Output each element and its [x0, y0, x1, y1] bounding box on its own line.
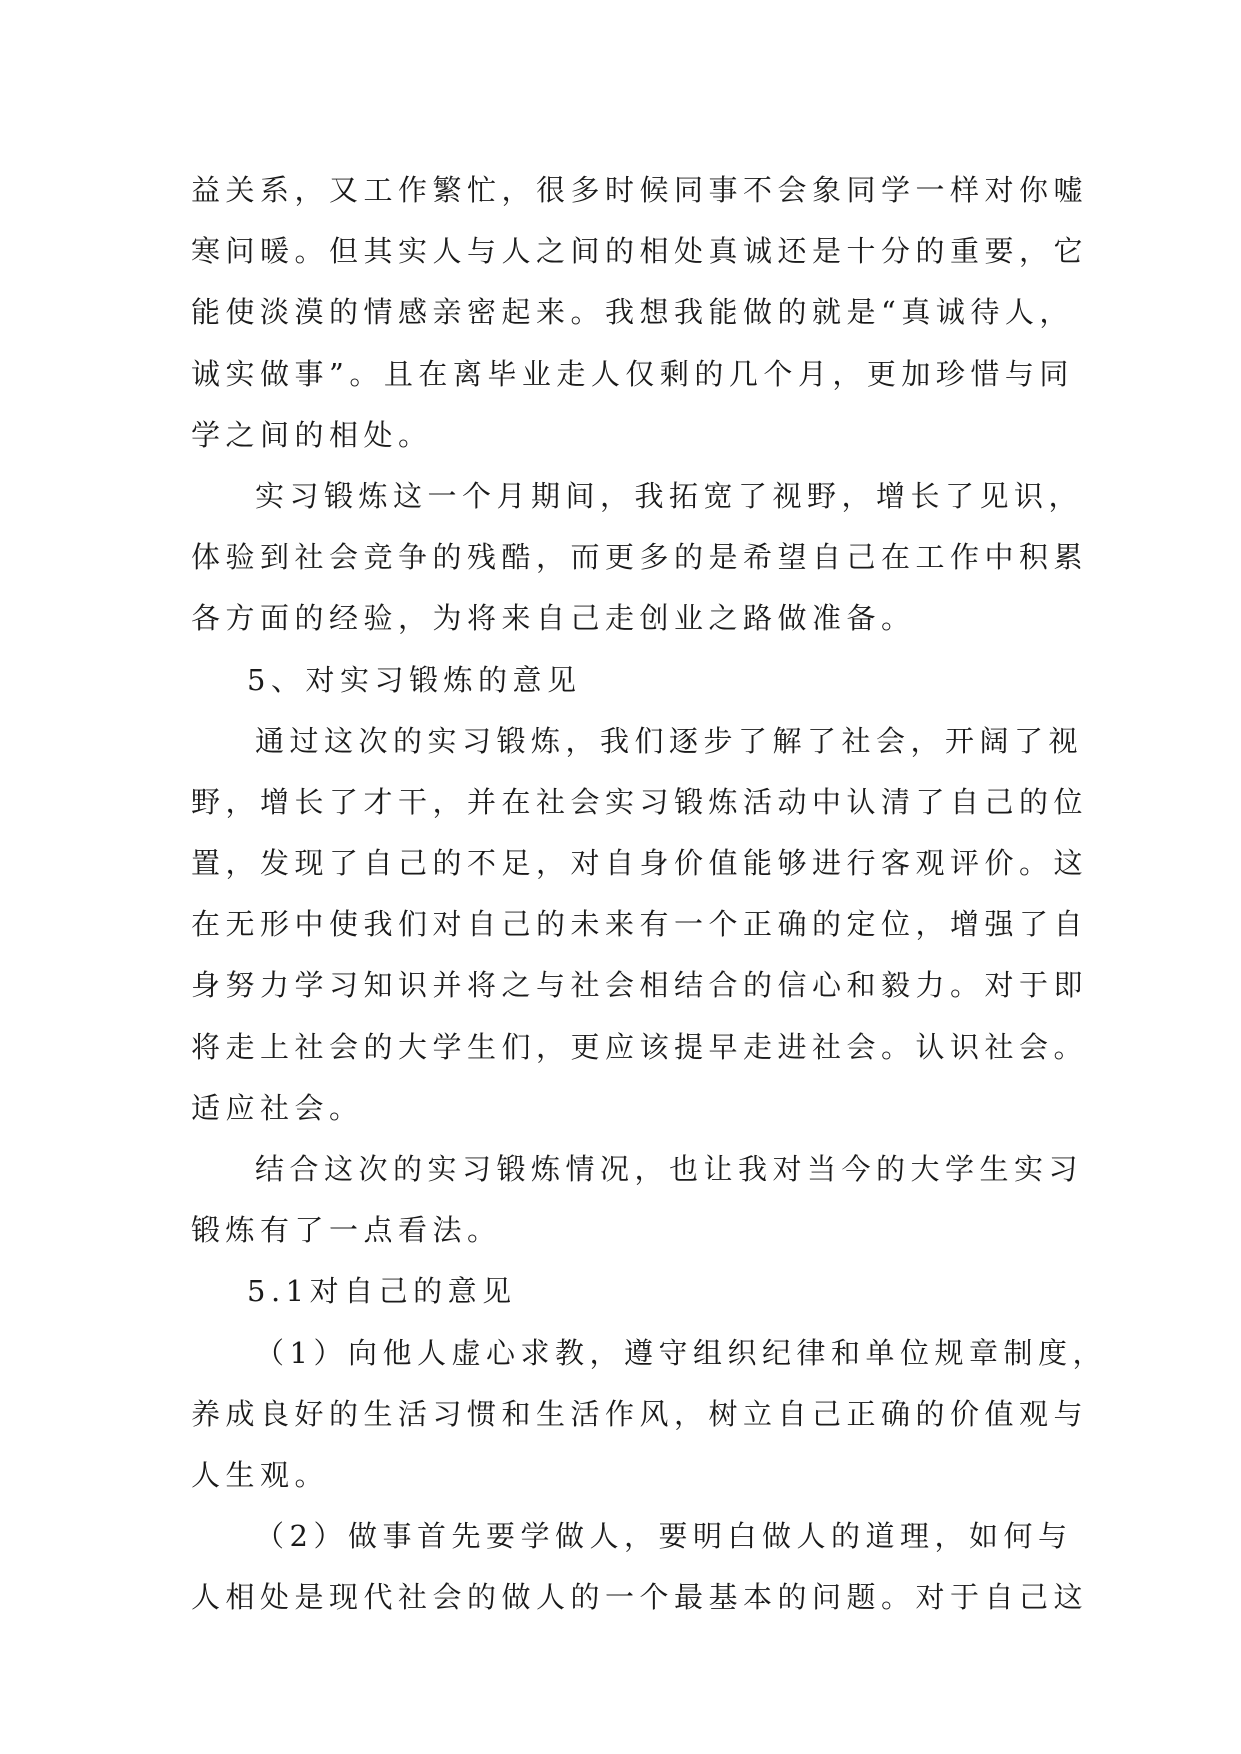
- text-line: 诚实做事”。且在离毕业走人仅剩的几个月，更加珍惜与同: [191, 356, 1074, 391]
- text-line: 适应社会。: [191, 1090, 364, 1125]
- document-body: [191, 160, 1107, 1629]
- text-line: 人生观。: [191, 1457, 330, 1492]
- text-line: 在无形中使我们对自己的未来有一个正确的定位，增强了自: [191, 907, 1089, 942]
- text-line: 锻炼有了一点看法。: [191, 1213, 502, 1248]
- text-line: 各方面的经验，为将来自己走创业之路做准备。: [191, 601, 916, 636]
- text-line: 野，增长了才干，并在社会实习锻炼活动中认清了自己的位: [191, 784, 1089, 819]
- list-item-first-line: （1）向他人虚心求教，遵守组织纪律和单位规章制度，: [255, 1335, 1107, 1370]
- text-line: 人相处是现代社会的做人的一个最基本的问题。对于自己这: [191, 1580, 1089, 1615]
- text-line: 置，发现了自己的不足，对自身价值能够进行客观评价。这: [191, 846, 1089, 881]
- text-line: 身努力学习知识并将之与社会相结合的信心和毅力。对于即: [191, 968, 1089, 1003]
- paragraph-first-line: 通过这次的实习锻炼，我们逐步了解了社会，开阔了视: [255, 723, 1084, 758]
- section-heading: 5、对实习锻炼的意见: [247, 662, 582, 697]
- paragraph-first-line: 结合这次的实习锻炼情况，也让我对当今的大学生实习: [255, 1152, 1084, 1186]
- subsection-heading: 5.1对自己的意见: [247, 1274, 517, 1309]
- text-line: 能使淡漠的情感亲密起来。我想我能做的就是“真诚待人，: [191, 295, 1074, 330]
- text-line: 寒问暖。但其实人与人之间的相处真诚还是十分的重要，它: [191, 234, 1089, 269]
- paragraph-first-line: 实习锻炼这一个月期间，我拓宽了视野，增长了见识，: [255, 478, 1084, 513]
- text-line: 养成良好的生活习惯和生活作风，树立自己正确的价值观与: [191, 1396, 1089, 1431]
- text-line: 将走上社会的大学生们，更应该提早走进社会。认识社会。: [191, 1029, 1089, 1064]
- text-line: 学之间的相处。: [191, 417, 433, 452]
- text-line: 益关系，又工作繁忙，很多时候同事不会象同学一样对你嘘: [191, 173, 1089, 207]
- text-line: 体验到社会竞争的残酷，而更多的是希望自己在工作中积累: [191, 540, 1089, 575]
- list-item-first-line: （2）做事首先要学做人，要明白做人的道理，如何与: [255, 1519, 1073, 1554]
